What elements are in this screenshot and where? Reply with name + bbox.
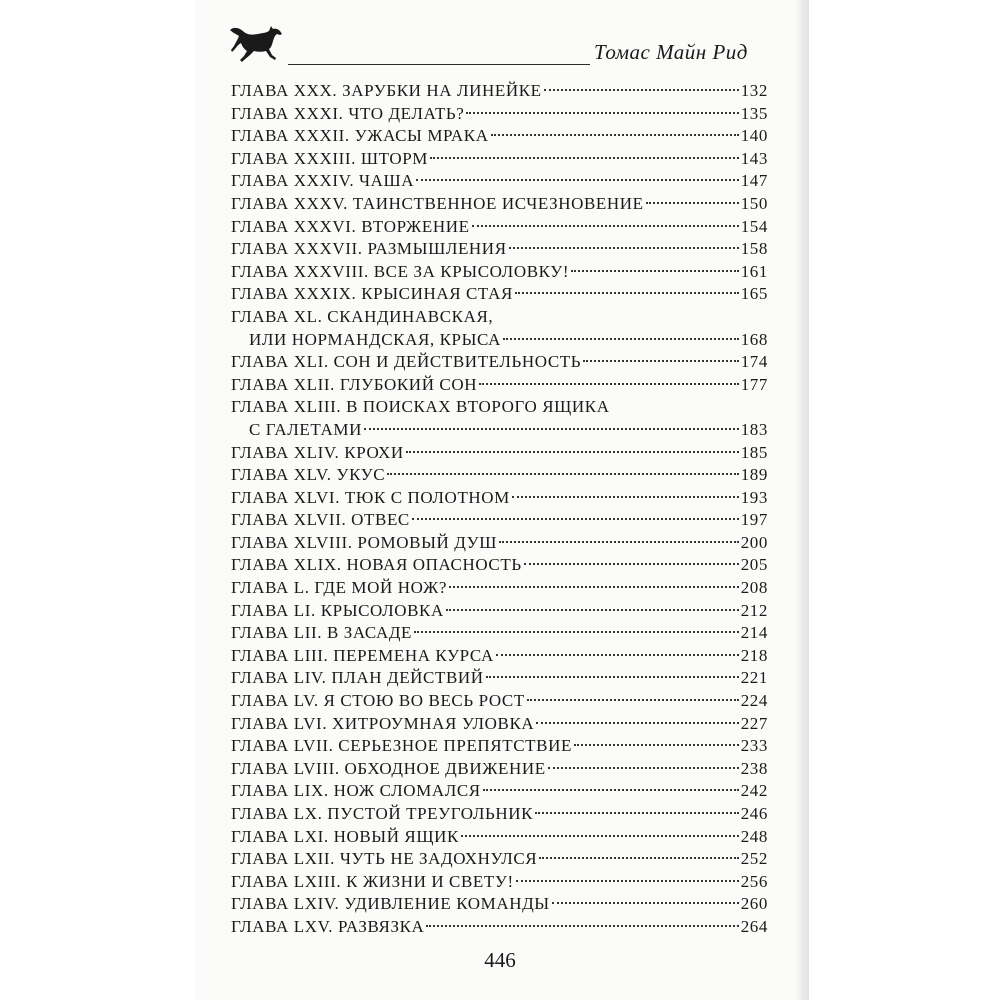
toc-entry: ГЛАВА LIII. ПЕРЕМЕНА КУРСА 218 [231,645,768,665]
page-number: 446 [484,948,516,972]
toc-entry: ГЛАВА XLVI. ТЮК С ПОЛОТНОМ 193 [231,487,768,507]
table-of-contents [231,80,768,939]
header-rule [288,64,590,65]
running-head: Томас Майн Рид [594,40,748,64]
toc-entry: ГЛАВА LVIII. ОБХОДНОЕ ДВИЖЕНИЕ 238 [231,758,768,778]
toc-entry: ГЛАВА XXXII. УЖАСЫ МРАКА 140 [231,126,768,146]
toc-entry: ГЛАВА XXXIV. ЧАША 147 [231,171,768,191]
toc-entry: ГЛАВА XXXV. ТАИНСТВЕННОЕ ИСЧЕЗНОВЕНИЕ 150 [231,193,768,213]
toc-entry: ГЛАВА XXXI. ЧТО ДЕЛАТЬ? 135 [231,103,768,123]
toc-entry: ГЛАВА XLIII. В ПОИСКАХ ВТОРОГО ЯЩИКА С ГАЛЕТАМИ 183 [231,397,768,439]
toc-entry: ГЛАВА XXXIII. ШТОРМ 143 [231,148,768,168]
toc-entry: ГЛАВА XXXVIII. ВСЕ ЗА КРЫСОЛОВКУ! 161 [231,261,768,281]
toc-entry: ГЛАВА XXX. ЗАРУБКИ НА ЛИНЕЙКЕ 132 [231,81,768,100]
toc-entry: ГЛАВА LVII. СЕРЬЕЗНОЕ ПРЕПЯТСТВИЕ 233 [231,736,768,756]
toc-entry: ГЛАВА LV. Я СТОЮ ВО ВЕСЬ РОСТ 224 [231,691,768,711]
toc-entry: ГЛАВА XLI. СОН И ДЕЙСТВИТЕЛЬНОСТЬ 174 [231,352,768,372]
toc-entry: ГЛАВА XXXVII. РАЗМЫШЛЕНИЯ 158 [231,239,768,259]
page-gutter-shadow [795,0,809,1000]
toc-entry: ГЛАВА XXXVI. ВТОРЖЕНИЕ 154 [231,216,768,236]
toc-entry: ГЛАВА LXII. ЧУТЬ НЕ ЗАДОХНУЛСЯ 252 [231,849,768,869]
galloping-horse-icon [228,22,284,66]
toc-entry: ГЛАВА LXV. РАЗВЯЗКА 264 [231,916,768,936]
toc-entry: ГЛАВА LXI. НОВЫЙ ЯЩИК 248 [231,826,768,846]
toc-entry: ГЛАВА XLV. УКУС 189 [231,465,768,485]
toc-entry: ГЛАВА XLVII. ОТВЕС 197 [231,510,768,530]
toc-entry: ГЛАВА LIV. ПЛАН ДЕЙСТВИЙ 221 [231,668,768,688]
toc-entry: ГЛАВА LVI. ХИТРОУМНАЯ УЛОВКА 227 [231,713,768,733]
toc-entry: ГЛАВА LII. В ЗАСАДЕ 214 [231,623,768,643]
toc-entry: ГЛАВА XLIV. КРОХИ 185 [231,442,768,462]
toc-entry: ГЛАВА LXIV. УДИВЛЕНИЕ КОМАНДЫ 260 [231,894,768,914]
toc-entry: ГЛАВА XLII. ГЛУБОКИЙ СОН 177 [231,374,768,394]
toc-entry: ГЛАВА L. ГДЕ МОЙ НОЖ? 208 [231,578,768,598]
toc-entry: ГЛАВА XXXIX. КРЫСИНАЯ СТАЯ 165 [231,284,768,304]
toc-entry: ГЛАВА XLIX. НОВАЯ ОПАСНОСТЬ 205 [231,555,768,575]
toc-entry: ГЛАВА LX. ПУСТОЙ ТРЕУГОЛЬНИК 246 [231,804,768,823]
toc-entry: ГЛАВА XL. СКАНДИНАВСКАЯ, ИЛИ НОРМАНДСКАЯ, КРЫСА 168 [231,306,768,349]
toc-entry: ГЛАВА LI. КРЫСОЛОВКА 212 [231,600,768,620]
toc-entry: ГЛАВА LXIII. К ЖИЗНИ И СВЕТУ! 256 [231,871,768,891]
toc-entry: ГЛАВА XLVIII. РОМОВЫЙ ДУШ 200 [231,532,768,552]
toc-entry: ГЛАВА LIX. НОЖ СЛОМАЛСЯ 242 [231,781,768,801]
